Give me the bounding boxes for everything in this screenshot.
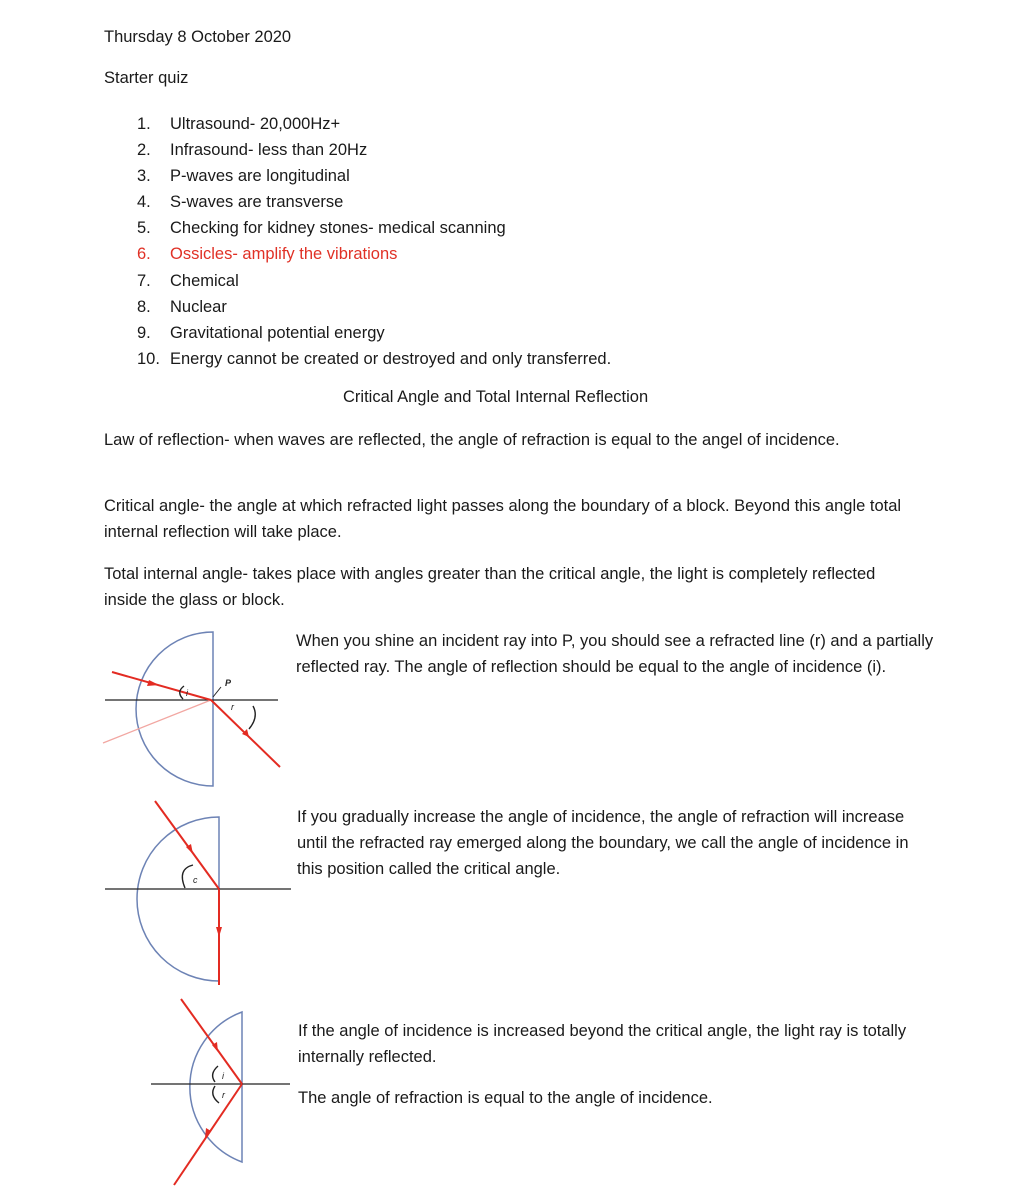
semicircle-block bbox=[190, 1012, 242, 1162]
label-r: r bbox=[231, 702, 234, 712]
semicircle-block bbox=[136, 632, 213, 786]
list-item bbox=[137, 111, 611, 137]
date: Thursday 8 October 2020 bbox=[104, 28, 292, 46]
list-number: 2. bbox=[137, 141, 151, 160]
list-number: 7. bbox=[137, 271, 151, 290]
angle-i-arc bbox=[213, 1066, 218, 1082]
list-item bbox=[137, 268, 611, 294]
total-internal-reflection-diagram bbox=[145, 995, 290, 1190]
list-text: Ossicles- amplify the vibrations bbox=[170, 245, 398, 264]
quiz-list bbox=[137, 111, 611, 372]
list-number: 3. bbox=[137, 167, 151, 186]
label-c: c bbox=[193, 875, 198, 885]
partial-reflection-diagram bbox=[95, 625, 290, 775]
list-item bbox=[137, 320, 611, 346]
reflected-ray bbox=[103, 700, 211, 743]
list-number: 4. bbox=[137, 193, 151, 212]
total-internal-paragraph: Total internal angle- takes place with angles greater than the critical angle, the light is completely reflected inside the glass or block. bbox=[104, 565, 876, 609]
list-item bbox=[137, 189, 611, 215]
list-item-highlighted bbox=[137, 241, 611, 267]
list-text: Nuclear bbox=[170, 297, 227, 316]
total-internal-reflection-text: If the angle of incidence is increased beyond the critical angle, the light ray is totally internally reflected. bbox=[298, 1022, 907, 1066]
label-r: r bbox=[222, 1090, 225, 1100]
critical-angle-diagram bbox=[95, 795, 295, 990]
list-number: 10. bbox=[137, 349, 160, 368]
critical-angle-paragraph: Critical angle- the angle at which refracted light passes along the boundary of a block. Beyond this angle total internal reflection will take place. bbox=[104, 497, 902, 541]
p-pointer bbox=[213, 687, 221, 697]
list-number: 8. bbox=[137, 297, 151, 316]
list-item bbox=[137, 137, 611, 163]
list-number: 9. bbox=[137, 323, 151, 342]
angle-r-arc bbox=[213, 1086, 219, 1103]
list-text: Chemical bbox=[170, 271, 239, 290]
list-text: S-waves are transverse bbox=[170, 193, 344, 212]
list-text: Gravitational potential energy bbox=[170, 323, 385, 342]
critical-angle-text: If you gradually increase the angle of incidence, the angle of refraction will increase until the refracted ray emerged along the boundary, we call the angle of incidence in this position called the critical angle. bbox=[297, 808, 909, 878]
incident-ray bbox=[112, 672, 211, 700]
list-number: 5. bbox=[137, 219, 151, 238]
angle-c-arc bbox=[182, 865, 193, 888]
semicircle-block bbox=[137, 817, 219, 981]
list-item bbox=[137, 346, 611, 372]
ray-arrow bbox=[216, 927, 222, 937]
incident-ray bbox=[181, 999, 242, 1084]
list-item bbox=[137, 215, 611, 241]
list-number: 1. bbox=[137, 115, 151, 133]
angle-equality-text: The angle of refraction is equal to the angle of incidence. bbox=[298, 1089, 713, 1107]
section-title: Critical Angle and Total Internal Reflection bbox=[343, 388, 649, 406]
list-text: Infrasound- less than 20Hz bbox=[170, 141, 368, 160]
label-i: i bbox=[222, 1071, 224, 1081]
list-item bbox=[137, 294, 611, 320]
list-text: P-waves are longitudinal bbox=[170, 167, 350, 186]
list-number: 6. bbox=[137, 245, 151, 264]
label-p: P bbox=[225, 678, 232, 688]
list-item bbox=[137, 163, 611, 189]
partial-reflection-text: When you shine an incident ray into P, you should see a refracted line (r) and a partially reflected ray. The angle of reflection should be equal to the angle of incidence (i). bbox=[296, 632, 934, 676]
list-text: Energy cannot be created or destroyed and only transferred. bbox=[170, 349, 612, 368]
incident-ray bbox=[155, 801, 219, 889]
list-text: Checking for kidney stones- medical scanning bbox=[170, 219, 506, 238]
starter-heading: Starter quiz bbox=[104, 69, 189, 87]
law-of-reflection-paragraph: Law of reflection- when waves are reflected, the angle of refraction is equal to the angel of incidence. bbox=[104, 431, 840, 449]
angle-r-arc bbox=[249, 706, 255, 729]
list-text: Ultrasound- 20,000Hz+ bbox=[170, 115, 341, 133]
ray-arrow bbox=[147, 680, 159, 686]
label-i: i bbox=[186, 688, 188, 698]
